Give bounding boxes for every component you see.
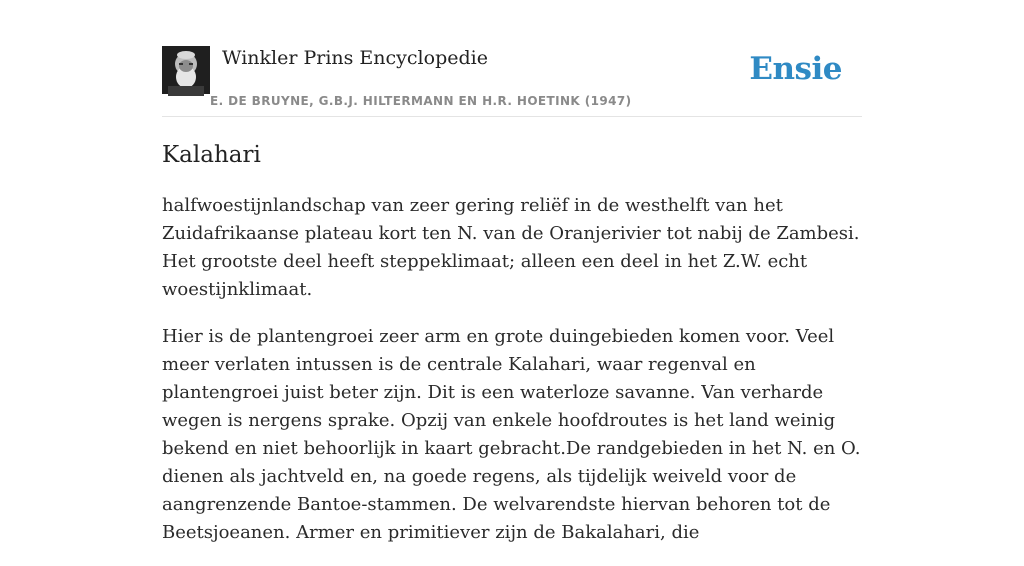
ensie-logo[interactable]: Ensie — [749, 51, 842, 87]
article-title: Kalahari — [162, 142, 261, 168]
portrait-image — [162, 46, 210, 94]
authors-line: E. DE BRUYNE, G.B.J. HILTERMANN EN H.R. HOETINK (1947) — [210, 94, 632, 108]
encyclopedia-title[interactable]: Winkler Prins Encyclopedie — [222, 47, 488, 69]
article-body — [162, 192, 868, 566]
article-paragraph: halfwoestijnlandschap van zeer gering reliëf in de westhelft van het Zuidafrikaanse plateau kort ten N. van de Oranjerivier tot nabij de Zambesi. Het grootste deel heeft steppeklimaat; alleen een deel in het Z.W. echt woestijnklimaat. — [162, 195, 860, 300]
article-paragraph: Hier is de plantengroei zeer arm en grote duingebieden komen voor. Veel meer verlaten intussen is de centrale Kalahari, waar regenval en plantengroei juist beter zijn. Dit is een waterloze savanne. Van verharde wegen is nergens sprake. Opzij van enkele hoofdroutes is het land weinig bekend en niet behoorlijk in kaart gebracht.De randgebieden in het N. en O. dienen als jachtveld en, na goede regens, als tijdelijk weiveld voor de aangrenzende Bantoe-stammen. De welvarendste hiervan behoren tot de Beetsjoeanen. Armer en primitiever zijn de Bakalahari, die — [162, 326, 861, 543]
page-header — [162, 46, 862, 117]
author-portrait — [162, 46, 210, 94]
